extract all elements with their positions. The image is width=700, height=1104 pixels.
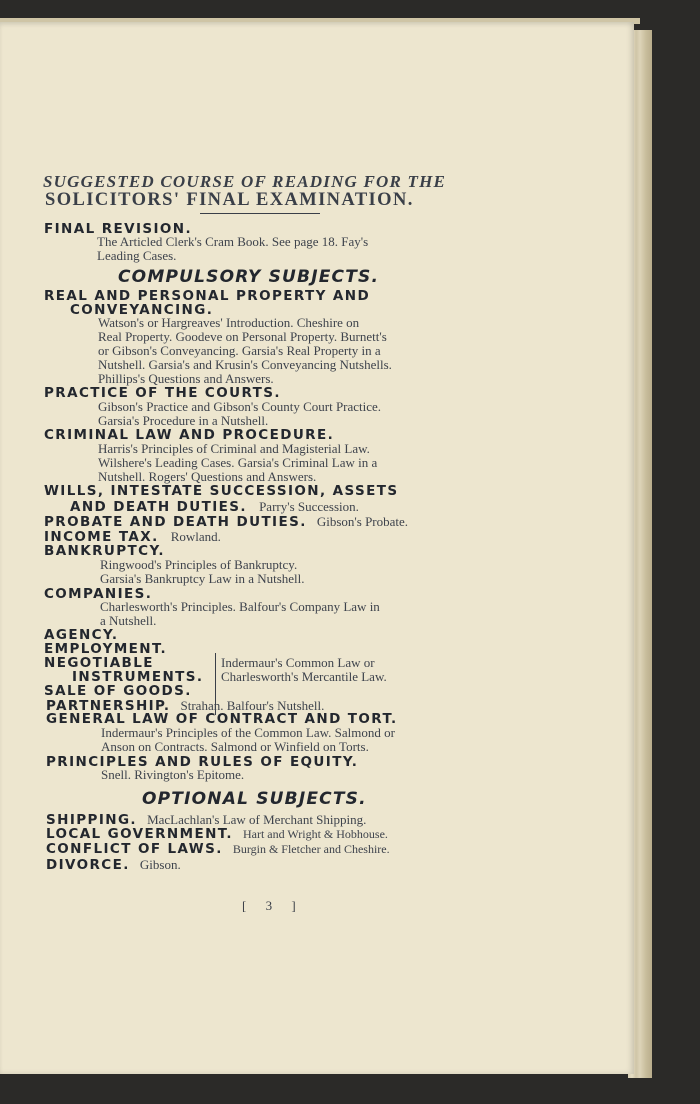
bankruptcy-line-2: Garsia's Bankruptcy Law in a Nutshell. [100, 571, 305, 586]
title-underline [200, 213, 320, 214]
heading-contract: GENERAL LAW OF CONTRACT AND TORT. [46, 711, 398, 727]
equity-line-1: Snell. Rivington's Epitome. [101, 767, 245, 782]
heading-probate [44, 514, 408, 530]
heading-agency: AGENCY. [44, 627, 119, 643]
page-number: [ 3 ] [242, 898, 304, 913]
heading-conveyancing: CONVEYANCING. [70, 302, 214, 318]
optional-subjects-title: OPTIONAL SUBJECTS. [142, 789, 367, 809]
heading-companies: COMPANIES. [44, 586, 153, 602]
heading-instruments: INSTRUMENTS. [72, 669, 204, 685]
companies-line-2: a Nutshell. [100, 613, 157, 628]
criminal-line-1: Harris's Principles of Criminal and Magisterial Law. [98, 441, 370, 456]
heading-negotiable: NEGOTIABLE [44, 655, 154, 671]
agency-group-line-2: Charlesworth's Mercantile Law. [221, 669, 387, 684]
agency-group-line-1: Indermaur's Common Law or [221, 655, 375, 670]
final-revision-line-1: The Articled Clerk's Cram Book. See page 18. Fay's [97, 234, 369, 249]
book-page [0, 22, 634, 1074]
heading-practice: PRACTICE OF THE COURTS. [44, 385, 281, 401]
heading-divorce [46, 857, 181, 873]
bankruptcy-line-1: Ringwood's Principles of Bankruptcy. [100, 557, 298, 572]
probate-label: PROBATE AND DEATH DUTIES. [44, 514, 307, 530]
practice-line-2: Garsia's Procedure in a Nutshell. [98, 413, 269, 428]
conflict-label: CONFLICT OF LAWS. [46, 841, 223, 857]
heading-employment: EMPLOYMENT. [44, 641, 168, 657]
real-property-line-5: Phillips's Questions and Answers. [98, 371, 274, 386]
income-tax-reference: Rowland. [170, 529, 221, 544]
conflict-reference: Burgin & Fletcher and Cheshire. [232, 842, 390, 856]
wills-reference: Parry's Succession. [259, 499, 359, 514]
real-property-line-2: Real Property. Goodeve on Personal Property. Burnett's [98, 329, 387, 344]
practice-line-1: Gibson's Practice and Gibson's County Court Practice. [98, 399, 382, 414]
real-property-line-3: or Gibson's Conveyancing. Garsia's Real Property in a [98, 343, 381, 358]
heading-bankruptcy: BANKRUPTCY. [44, 543, 165, 559]
heading-sale-of-goods: SALE OF GOODS. [44, 683, 192, 699]
income-tax-label: INCOME TAX. [44, 529, 159, 545]
partnership-label: PARTNERSHIP. [46, 698, 171, 714]
probate-reference: Gibson's Probate. [316, 514, 409, 529]
heading-conflict-of-laws [46, 842, 390, 857]
divorce-reference: Gibson. [139, 857, 181, 872]
local-government-reference: Hart and Wright & Hobhouse. [242, 827, 388, 841]
local-government-label: LOCAL GOVERNMENT. [46, 826, 233, 842]
shipping-reference: MacLachlan's Law of Merchant Shipping. [147, 812, 367, 827]
real-property-line-1: Watson's or Hargreaves' Introduction. Cheshire on [98, 315, 360, 330]
title-line-1: SUGGESTED COURSE OF READING FOR THE [43, 172, 447, 191]
criminal-line-3: Nutshell. Rogers' Questions and Answers. [98, 469, 317, 484]
contract-line-2: Anson on Contracts. Salmond or Winfield on Torts. [101, 739, 369, 754]
heading-wills: WILLS, INTESTATE SUCCESSION, ASSETS [44, 483, 399, 499]
page-content [0, 22, 634, 1074]
divorce-label: DIVORCE. [46, 857, 130, 873]
death-duties-label: AND DEATH DUTIES. [70, 499, 247, 515]
heading-real-property: REAL AND PERSONAL PROPERTY AND [44, 288, 371, 304]
heading-local-government [46, 827, 388, 842]
heading-final-revision: FINAL REVISION. [44, 221, 193, 237]
criminal-line-2: Wilshere's Leading Cases. Garsia's Criminal Law in a [98, 455, 378, 470]
title-line-2: SOLICITORS' FINAL EXAMINATION. [45, 190, 414, 210]
heading-death-duties [70, 499, 359, 515]
real-property-line-4: Nutshell. Garsia's and Krusin's Conveyancing Nutshells. [98, 357, 392, 372]
shipping-label: SHIPPING. [46, 812, 137, 828]
contract-line-1: Indermaur's Principles of the Common Law. Salmond or [101, 725, 395, 740]
compulsory-subjects-title: COMPULSORY SUBJECTS. [118, 267, 380, 287]
final-revision-line-2: Leading Cases. [97, 248, 177, 263]
heading-equity: PRINCIPLES AND RULES OF EQUITY. [46, 754, 359, 770]
companies-line-1: Charlesworth's Principles. Balfour's Company Law in [100, 599, 380, 614]
heading-criminal: CRIMINAL LAW AND PROCEDURE. [44, 427, 335, 443]
partnership-reference: Strahan. Balfour's Nutshell. [180, 698, 325, 713]
